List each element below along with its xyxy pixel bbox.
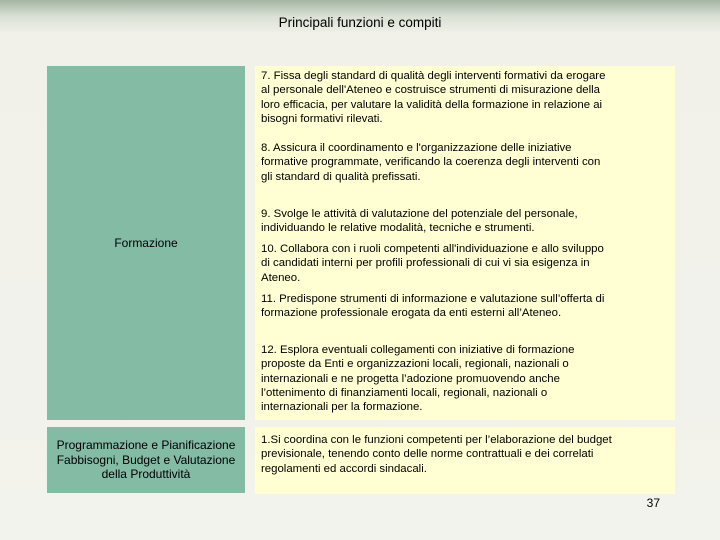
page-number: 37 — [646, 496, 660, 510]
tasks-cell-programmazione — [255, 427, 675, 494]
task-item-9: 9. Svolge le attività di valutazione del potenziale del personale, individuando le relative modalità, tecniche e strumenti. — [261, 208, 578, 235]
function-label: Formazione — [114, 235, 178, 250]
function-label: Programmazione e Pianificazione Fabbisogni, Budget e Valutazione della Produttività — [56, 438, 236, 482]
task-item-11: 11. Predispone strumenti di informazione e valutazione sull’offerta di formazione professionale erogata da enti esterni all’Ateneo. — [261, 293, 605, 320]
task-item-10: 10. Collabora con i ruoli competenti all'individuazione e allo sviluppo di candidati interni per profili professionali di cui vi sia esigenza in Ateneo. — [261, 243, 604, 284]
task-item-1: 1.Si coordina con le funzioni competenti per l’elaborazione del budget previsionale, tenendo conto delle norme contrattuali e dei correlati regolamenti ed accordi sindacali. — [261, 434, 612, 475]
tasks-cell-formazione — [255, 66, 675, 420]
function-cell-programmazione — [47, 427, 245, 493]
function-cell-formazione — [47, 66, 245, 420]
task-item-8: 8. Assicura il coordinamento e l'organizzazione delle iniziative formative programmate, verificando la coerenza degli interventi con gli standard di qualità prefissati. — [261, 142, 601, 183]
task-item-12: 12. Esplora eventuali collegamenti con iniziative di formazione proposte da Enti e organizzazioni locali, regionali, nazionali o internazionali e ne progetta l’adozione promuovendo anche l’ottenimento di finanziamenti locali, regionali, nazionali o internazionali per la formazione. — [261, 344, 575, 414]
task-item-7: 7. Fissa degli standard di qualità degli interventi formativi da erogare al personale dell'Ateneo e costruisce strumenti di misurazione della loro efficacia, per valutare la validità della formazione in relazione ai bisogni formativi rilevati. — [261, 70, 606, 125]
slide-title: Principali funzioni e compiti — [278, 15, 442, 30]
